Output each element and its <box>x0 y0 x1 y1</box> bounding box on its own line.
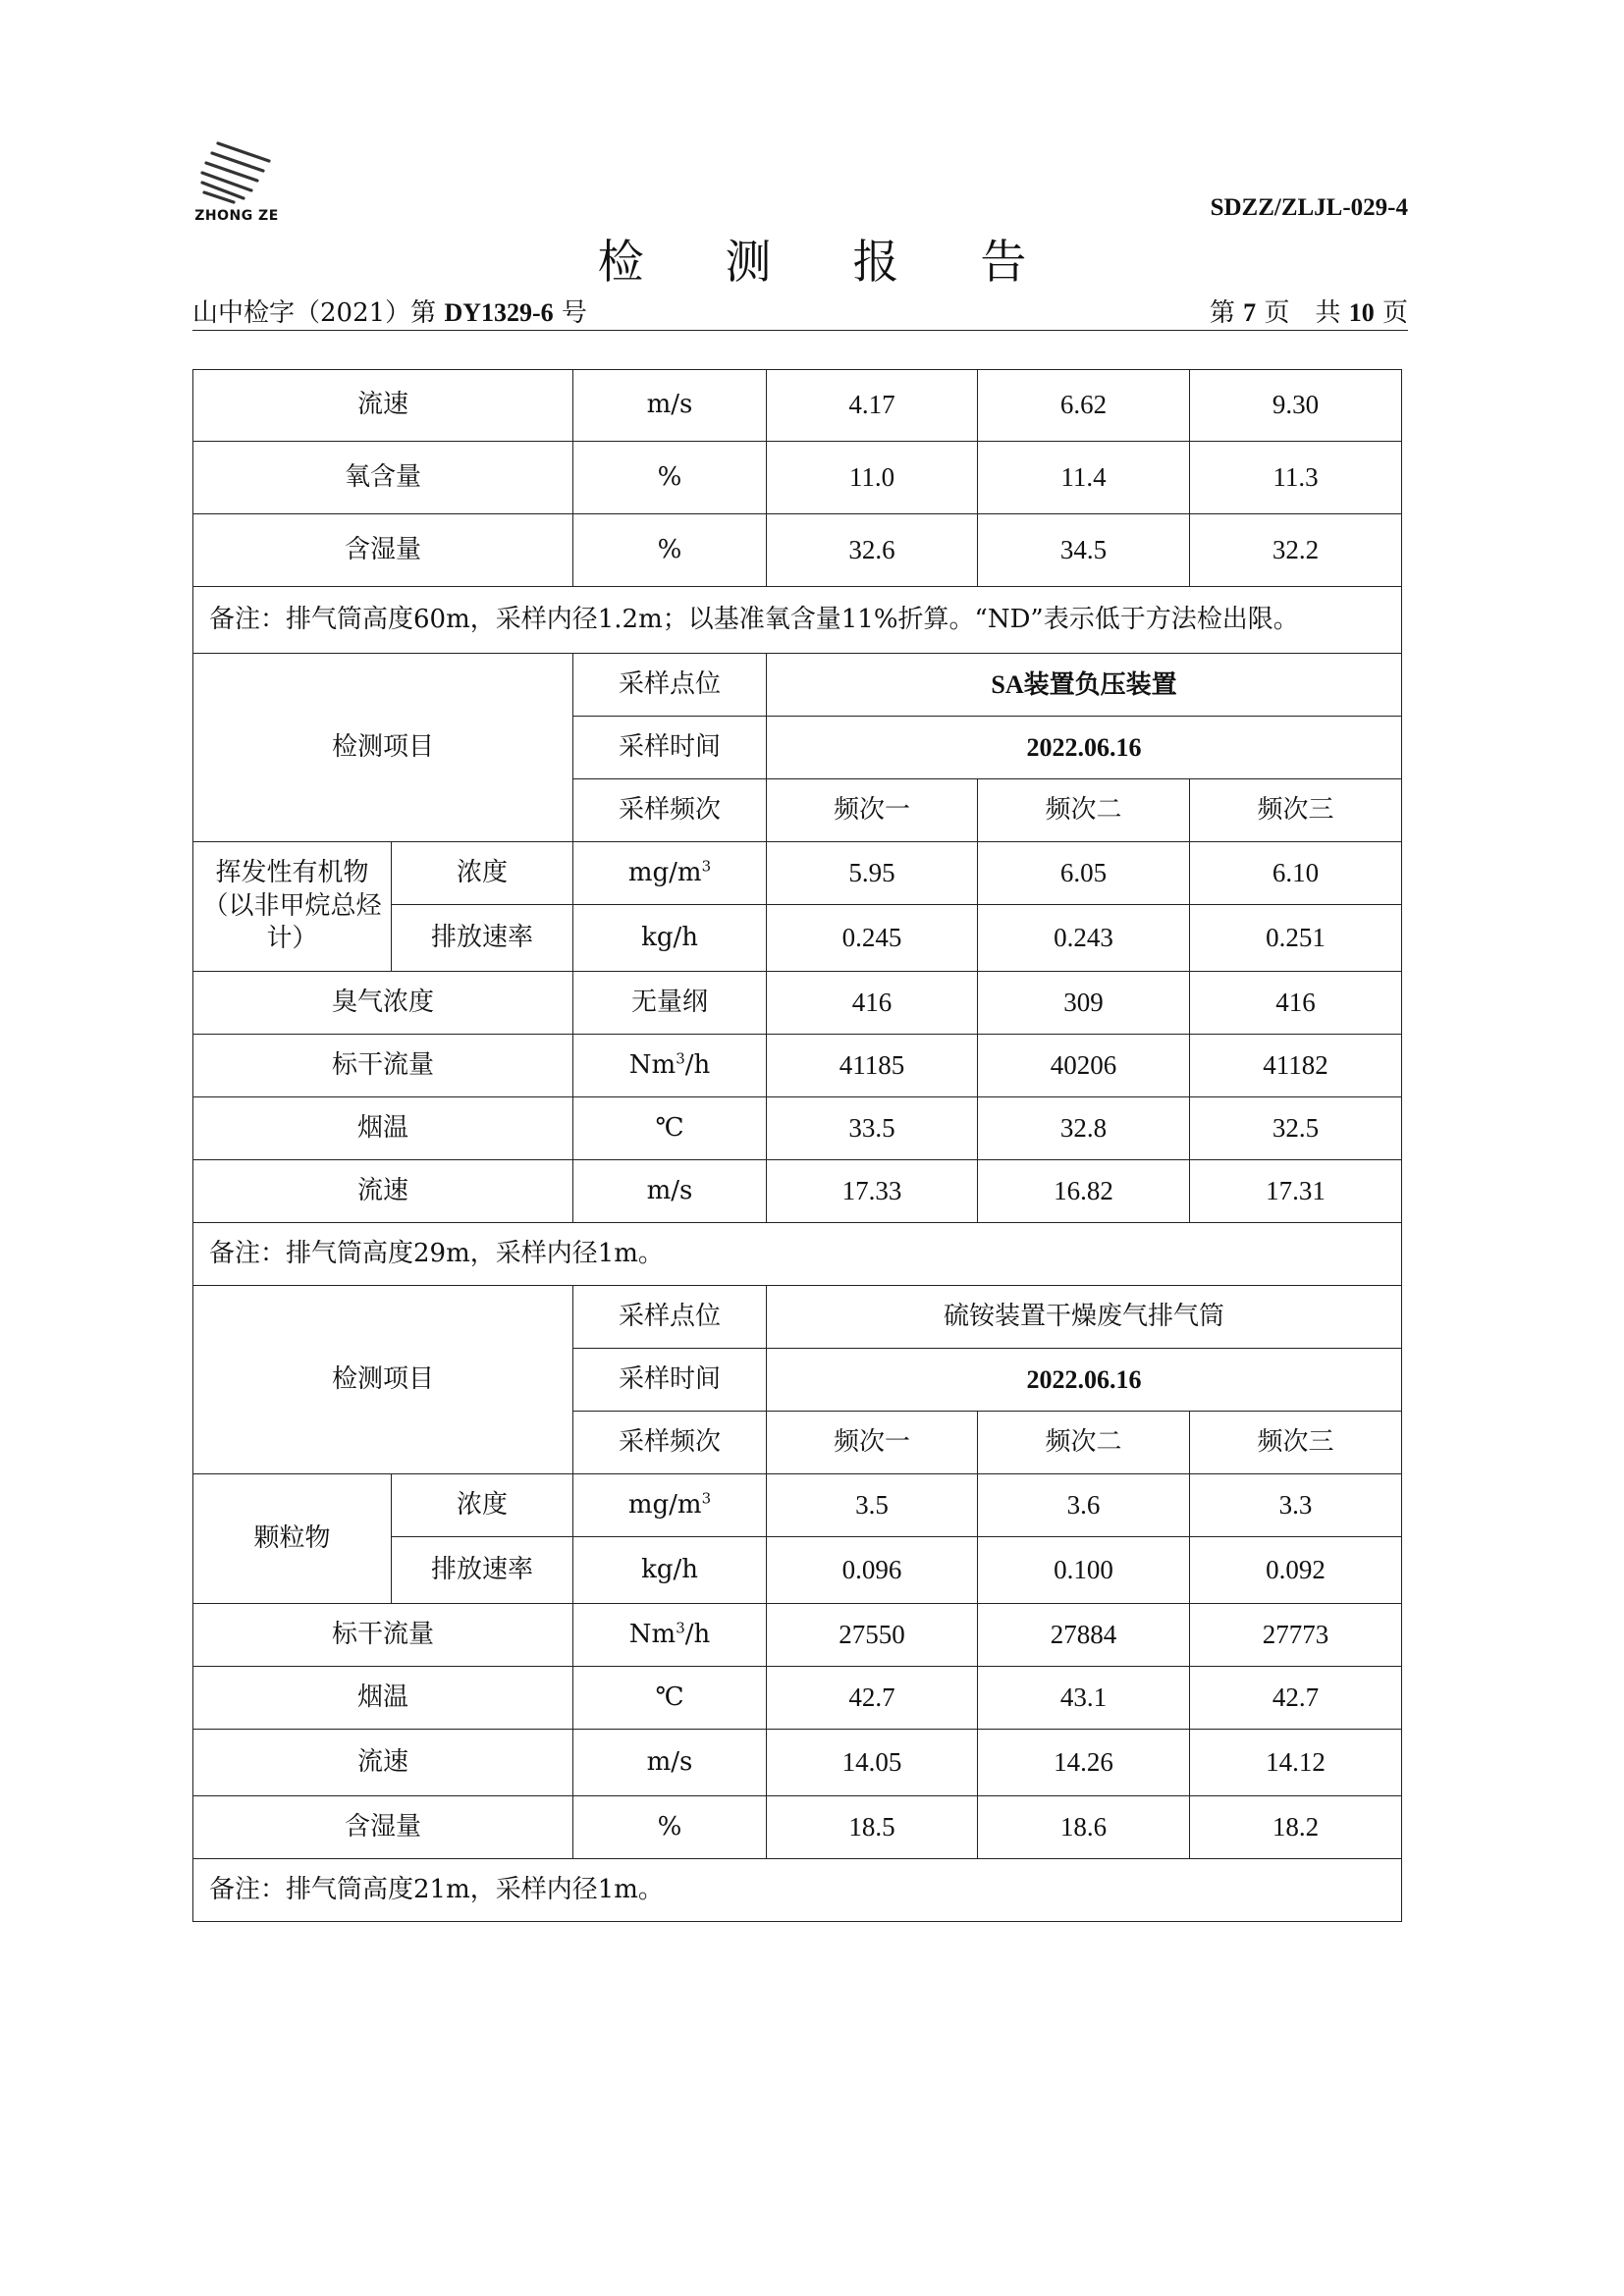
concentration-label: 浓度 <box>392 842 573 905</box>
logo-text: ZHONG ZE <box>194 208 279 224</box>
voc-label: 挥发性有机物（以非甲烷总烃计） <box>193 842 392 972</box>
value-cell: 0.100 <box>978 1537 1190 1604</box>
table-row <box>193 1474 1402 1537</box>
row-unit: % <box>573 442 767 514</box>
table-row <box>193 442 1402 514</box>
value-cell: 16.82 <box>978 1160 1190 1223</box>
row-unit: ℃ <box>573 1097 767 1160</box>
sampling-point-label: 采样点位 <box>573 654 767 717</box>
value-cell: 3.3 <box>1190 1474 1402 1537</box>
particulate-label: 颗粒物 <box>193 1474 392 1604</box>
value-cell: 6.05 <box>978 842 1190 905</box>
value-cell: 27884 <box>978 1604 1190 1667</box>
page-title: 检 测 报 告 <box>597 236 1060 290</box>
value-cell: 6.62 <box>978 370 1190 442</box>
row-label: 流速 <box>193 370 573 442</box>
table-row <box>193 1796 1402 1859</box>
company-logo <box>192 137 281 226</box>
row-unit <box>573 1035 767 1097</box>
sampling-point-label: 采样点位 <box>573 1286 767 1349</box>
test-item-header: 检测项目 <box>193 654 573 842</box>
report-number-prefix: 山中检字（2021）第 <box>192 298 437 328</box>
unit-text: Nm <box>628 1619 677 1649</box>
note-row <box>193 1859 1402 1922</box>
value-cell: 40206 <box>978 1035 1190 1097</box>
sampling-point-value: SA装置负压装置 <box>767 654 1402 717</box>
report-header-line <box>192 293 1408 331</box>
frequency-header: 频次二 <box>978 1412 1190 1474</box>
remark-text: 备注：排气筒高度21m，采样内径1m。 <box>193 1859 1402 1922</box>
value-cell: 42.7 <box>767 1667 978 1730</box>
value-cell: 32.8 <box>978 1097 1190 1160</box>
value-cell: 3.5 <box>767 1474 978 1537</box>
value-cell: 14.26 <box>978 1730 1190 1796</box>
row-unit: % <box>573 514 767 587</box>
page-indicator <box>1210 293 1408 329</box>
table-row <box>193 1160 1402 1223</box>
emission-rate-label: 排放速率 <box>392 1537 573 1604</box>
unit-text: mg/m <box>627 1489 702 1520</box>
unit-suffix: /h <box>684 1619 711 1649</box>
unit-superscript: 3 <box>676 1048 685 1067</box>
row-unit: m/s <box>573 1730 767 1796</box>
table-row <box>193 514 1402 587</box>
unit-text: mg/m <box>627 857 702 887</box>
emission-rate-label: 排放速率 <box>392 905 573 972</box>
row-unit: % <box>573 1796 767 1859</box>
row-label: 流速 <box>193 1730 573 1796</box>
value-cell: 0.251 <box>1190 905 1402 972</box>
value-cell: 3.6 <box>978 1474 1190 1537</box>
concentration-unit <box>573 1474 767 1537</box>
row-label: 含湿量 <box>193 514 573 587</box>
report-number <box>192 293 587 329</box>
unit-text: Nm <box>628 1049 677 1080</box>
table-row <box>193 370 1402 442</box>
value-cell: 32.6 <box>767 514 978 587</box>
value-cell: 14.05 <box>767 1730 978 1796</box>
page-total: 10 <box>1348 298 1375 327</box>
concentration-label: 浓度 <box>392 1474 573 1537</box>
table-row <box>193 654 1402 717</box>
row-label: 烟温 <box>193 1097 573 1160</box>
row-label: 臭气浓度 <box>193 972 573 1035</box>
value-cell: 4.17 <box>767 370 978 442</box>
logo-stripes-icon <box>198 137 275 206</box>
unit-superscript: 3 <box>701 1488 712 1507</box>
emission-rate-unit: kg/h <box>573 1537 767 1604</box>
document-code: SDZZ/ZLJL-029-4 <box>1210 194 1408 221</box>
value-cell: 34.5 <box>978 514 1190 587</box>
value-cell: 14.12 <box>1190 1730 1402 1796</box>
row-label: 氧含量 <box>193 442 573 514</box>
value-cell: 5.95 <box>767 842 978 905</box>
row-label: 烟温 <box>193 1667 573 1730</box>
table-row <box>193 842 1402 905</box>
value-cell: 32.2 <box>1190 514 1402 587</box>
value-cell: 33.5 <box>767 1097 978 1160</box>
frequency-header: 频次三 <box>1190 1412 1402 1474</box>
value-cell: 0.245 <box>767 905 978 972</box>
value-cell: 32.5 <box>1190 1097 1402 1160</box>
value-cell: 416 <box>767 972 978 1035</box>
row-unit: m/s <box>573 370 767 442</box>
value-cell: 11.3 <box>1190 442 1402 514</box>
row-unit: m/s <box>573 1160 767 1223</box>
table-row <box>193 1286 1402 1349</box>
unit-superscript: 3 <box>701 856 712 875</box>
sampling-time-value: 2022.06.16 <box>767 717 1402 779</box>
sampling-time-label: 采样时间 <box>573 717 767 779</box>
table-row <box>193 1730 1402 1796</box>
emission-rate-unit: kg/h <box>573 905 767 972</box>
sampling-frequency-label: 采样频次 <box>573 1412 767 1474</box>
value-cell: 309 <box>978 972 1190 1035</box>
sampling-frequency-label: 采样频次 <box>573 779 767 842</box>
value-cell: 0.092 <box>1190 1537 1402 1604</box>
unit-suffix: /h <box>684 1049 711 1080</box>
row-label: 流速 <box>193 1160 573 1223</box>
row-unit <box>573 1604 767 1667</box>
page-suffix: 页 <box>1381 298 1408 328</box>
test-results-table <box>192 369 1402 1922</box>
value-cell: 27550 <box>767 1604 978 1667</box>
page-prefix: 第 <box>1209 298 1235 328</box>
sampling-point-value: 硫铵装置干燥废气排气筒 <box>767 1286 1402 1349</box>
value-cell: 11.4 <box>978 442 1190 514</box>
value-cell: 0.243 <box>978 905 1190 972</box>
row-label: 含湿量 <box>193 1796 573 1859</box>
row-unit: ℃ <box>573 1667 767 1730</box>
frequency-header: 频次一 <box>767 1412 978 1474</box>
remark-text: 备注：排气筒高度60m，采样内径1.2m；以基准氧含量11%折算。“ND”表示低于方法检出限。 <box>193 587 1402 654</box>
report-number-code: DY1329-6 <box>444 298 554 327</box>
page-mid: 页 共 <box>1264 298 1341 328</box>
test-item-header: 检测项目 <box>193 1286 573 1474</box>
table-row <box>193 1667 1402 1730</box>
value-cell: 27773 <box>1190 1604 1402 1667</box>
remark-text: 备注：排气筒高度29m，采样内径1m。 <box>193 1223 1402 1286</box>
frequency-header: 频次一 <box>767 779 978 842</box>
note-row <box>193 587 1402 654</box>
table-row <box>193 1604 1402 1667</box>
frequency-header: 频次三 <box>1190 779 1402 842</box>
sampling-time-label: 采样时间 <box>573 1349 767 1412</box>
note-row <box>193 1223 1402 1286</box>
page-current: 7 <box>1243 298 1257 327</box>
table-row <box>193 1035 1402 1097</box>
value-cell: 18.5 <box>767 1796 978 1859</box>
row-unit: 无量纲 <box>573 972 767 1035</box>
value-cell: 42.7 <box>1190 1667 1402 1730</box>
row-label: 标干流量 <box>193 1604 573 1667</box>
row-label: 标干流量 <box>193 1035 573 1097</box>
report-number-suffix: 号 <box>561 298 587 328</box>
unit-superscript: 3 <box>676 1618 685 1636</box>
value-cell: 17.33 <box>767 1160 978 1223</box>
table-row <box>193 1097 1402 1160</box>
sampling-time-value: 2022.06.16 <box>767 1349 1402 1412</box>
value-cell: 18.2 <box>1190 1796 1402 1859</box>
value-cell: 6.10 <box>1190 842 1402 905</box>
table-row <box>193 972 1402 1035</box>
value-cell: 9.30 <box>1190 370 1402 442</box>
concentration-unit <box>573 842 767 905</box>
value-cell: 11.0 <box>767 442 978 514</box>
value-cell: 18.6 <box>978 1796 1190 1859</box>
value-cell: 17.31 <box>1190 1160 1402 1223</box>
value-cell: 0.096 <box>767 1537 978 1604</box>
frequency-header: 频次二 <box>978 779 1190 842</box>
value-cell: 41185 <box>767 1035 978 1097</box>
value-cell: 43.1 <box>978 1667 1190 1730</box>
value-cell: 416 <box>1190 972 1402 1035</box>
value-cell: 41182 <box>1190 1035 1402 1097</box>
